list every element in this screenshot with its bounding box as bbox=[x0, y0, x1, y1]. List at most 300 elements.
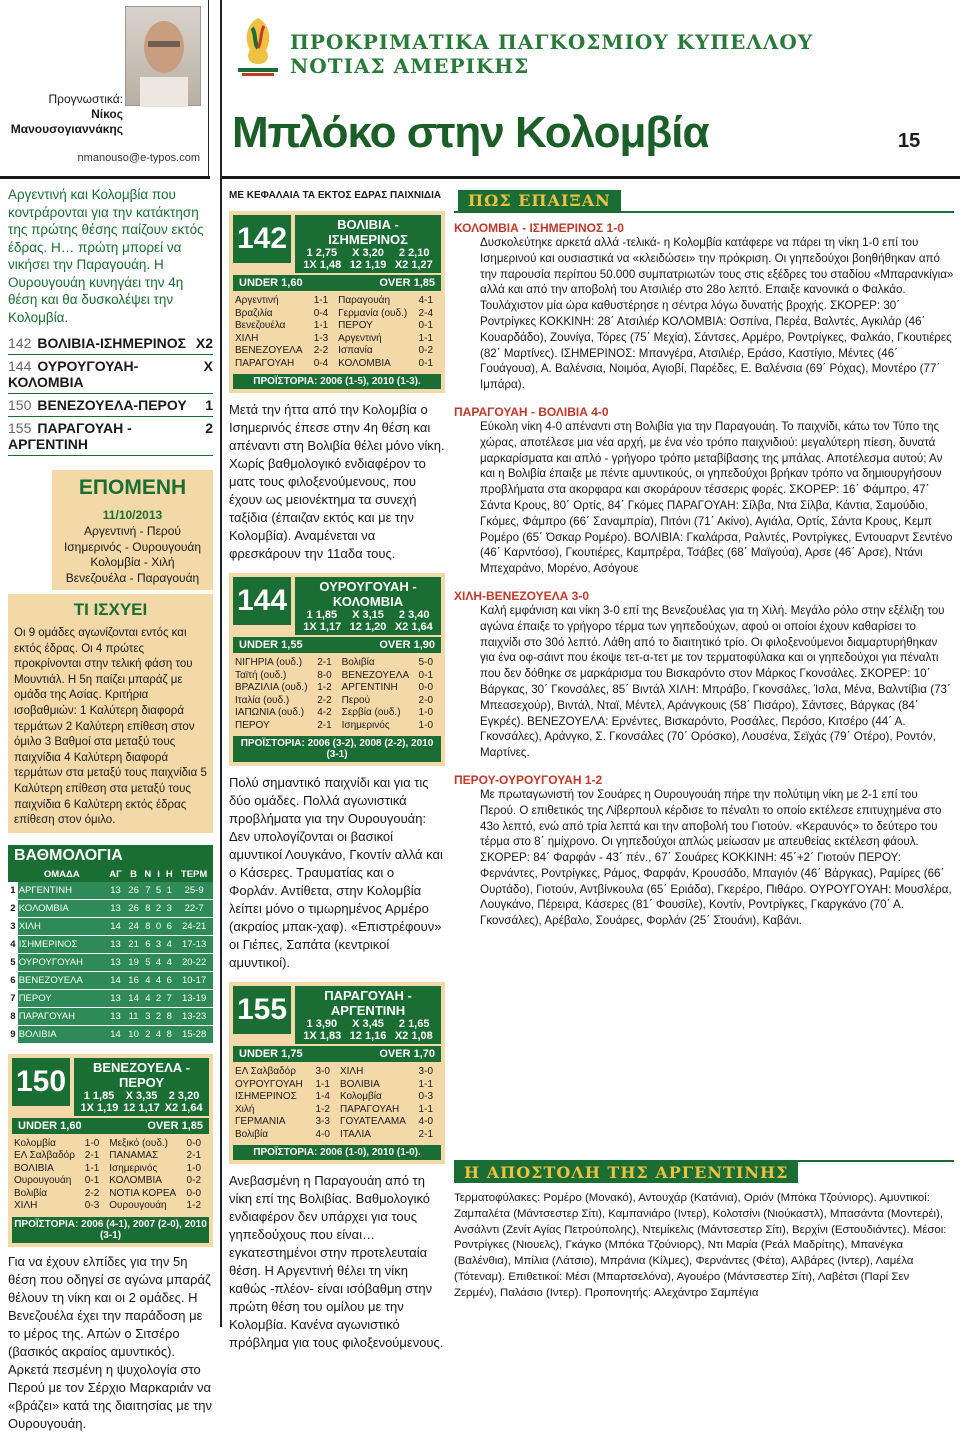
standings-cell: 4 bbox=[163, 935, 175, 953]
result-row bbox=[12, 1175, 209, 1188]
result-score: 1-1 bbox=[313, 320, 329, 331]
author-name-first: Νίκος bbox=[91, 107, 123, 121]
result-team: ΙΑΠΩΝΙΑ (ουδ.) bbox=[235, 707, 305, 718]
result-team: Ισημερινός bbox=[341, 719, 390, 731]
match-box-144 bbox=[229, 573, 445, 766]
mission-text: Τερματοφύλακες: Ρομέρο (Μονακό), Αντουχάρ (Κατάνια), Οριόν (Μπόκα Τζούνιορς). Αμυντικοί: Ζαμπαλέτα (Μάντσεστερ Σίτι), Καμπανιάρο (Ιντερ), Κολοτσίνι (Νιούκαστλ), Μπασάντα (Μοντερέι), Ανσάλντι (Ζενίτ Αγίας Πετρούπολης), Ντεμίκελις (Μάντσεστερ Σίτι), Βερχίνι (Εστουδιάντες). Μέσοι: Ροντρίγκες (Νιουελς), Γκάγκο (Μπόκα Τζούνιορς), Ντι Μαρία (Ρεάλ Μαδρίτης), Μπανέγκα (Βαλένθια), Μπίλια (Λάτσιο), Μπράνια (Κίλμες), Φερνάντες (Φέτα), Αλβάρες (Ιντερ), Λαμέλα (Τότεναμ). Επιθετικοί: Μέσι (Μπαρτσελόνα), Αγουέρο (Μάντσεστερ Σίτι), Λαβέτσι (Παρί Σεν Ζερμέν), Παλάσιο (Ιντερ). Προπονητής: Αλεχάντρο Σαμπέγια bbox=[454, 1192, 947, 1299]
odds-value: 12 1,16 bbox=[349, 1030, 387, 1042]
result-score: 4-0 bbox=[315, 1128, 330, 1140]
standings-cell: 8 bbox=[142, 899, 154, 917]
result-score: 1-3 bbox=[313, 332, 329, 344]
odds-value: 1Χ 1,17 bbox=[303, 621, 342, 633]
standings-cell: 8 bbox=[163, 1007, 175, 1025]
section-heading: ΠΑΡΑΓΟΥΑΗ - ΒΟΛΙΒΙΑ 4-0 bbox=[454, 404, 609, 419]
standings-cell: 20-22 bbox=[175, 953, 213, 971]
pick-number: 150 bbox=[8, 397, 32, 413]
standings-cell: 14 bbox=[125, 989, 142, 1007]
odds-row-2 bbox=[299, 621, 437, 633]
standings-cell: 0 bbox=[154, 917, 164, 935]
section-text: Καλή εμφάνιση και νίκη 3-0 επί της Βενεζουέλας για τη Χιλή. Μεγάλο ρόλο στην εξέλιξη του αγώνα έπαιξε το γρήγορο τέρμα των γηπεδούχων, αφού οι οποίοι έχουν καθαρίσει το παιχνίδι στο 30ό λεπτό. Λάθη από το διαιτητικό τρίο. Οι φιλοξενούμενοι διαμαρτυρήθηκαν για ένα οφ-σάιντ που έκοψε τετ-α-τετ με τον τερματοφύλακα και οι γηπεδούχοι για πέναλτι που δεν δόθηκε σε μαρκάρισμα του Βισκαρόντο στον Μάρκος Γκονσάλες. ΣΚΟΡΕΡ: 10΄ Βάργκας, 30΄ Γκονσάλες, 85΄ Βιντάλ ΧΙΛΗ: Μπράβο, Γκονσάλες, Ίσλα, Μένα, Βαλντίβια (73΄ Μπεασεχούρ), Βιντάλ, Νταϊ, Μέντελ, Αράνγκουις (58΄ Πισάρο), Σάντσες, Βάργκας (84΄ Εγκρές). ΒΕΝΕΖΟΥΕΛΑ: Ερνέντες, Βισκαρόντο, Ροσάλες, Περόσο, Κιτσέρο (44΄ Α. Γκονσάλες), Αράνγκο, Σ. Γκονσάλες (70΄ Ορόσκο), Λουσένα, Σεϊχάς (79΄ Οτέρο), Ροντόν, Μαρτίνες. bbox=[480, 603, 951, 760]
pick-sign: Χ bbox=[203, 358, 213, 374]
standings-cell: 4 bbox=[142, 989, 154, 1007]
match-teams: ΟΥΡΟΥΓΟΥΑΗ - ΚΟΛΟΜΒΙΑ bbox=[319, 579, 417, 609]
result-team: Μεξικό (ουδ.) bbox=[109, 1137, 168, 1149]
odds-value: 1 1,85 bbox=[306, 609, 338, 621]
result-score: 0-1 bbox=[84, 1175, 100, 1187]
standings-cell: 2 bbox=[154, 899, 164, 917]
standings-cell: 14 bbox=[106, 971, 125, 989]
result-team: Χιλή bbox=[235, 1103, 255, 1115]
standings-cell: 26 bbox=[125, 882, 142, 900]
standings-cell: 13-23 bbox=[175, 1007, 213, 1025]
standings-cell: 13 bbox=[106, 899, 125, 917]
odds-value: 2 1,65 bbox=[398, 1018, 430, 1030]
standings-rank: 3 bbox=[8, 917, 18, 935]
standings-cell: 1 bbox=[163, 882, 175, 900]
under-odds: UNDER 1,75 bbox=[239, 1048, 303, 1060]
result-row bbox=[12, 1188, 209, 1201]
standings-cell: 13 bbox=[106, 953, 125, 971]
under-over-row bbox=[233, 275, 441, 291]
world-cup-logo bbox=[232, 14, 284, 78]
result-score: 1-1 bbox=[84, 1162, 100, 1174]
result-row bbox=[233, 1116, 441, 1129]
rules-title: ΤΙ ΙΣΧΥΕΙ bbox=[73, 600, 148, 619]
standings-cell: 13-19 bbox=[175, 989, 213, 1007]
result-score: 1-0 bbox=[84, 1137, 100, 1149]
odds-value: Χ2 1,08 bbox=[394, 1030, 433, 1042]
standings-cell: 10-17 bbox=[175, 971, 213, 989]
odds-value: Χ2 1,64 bbox=[394, 621, 433, 633]
result-row bbox=[233, 670, 441, 683]
standings-col-header: Ι bbox=[154, 867, 164, 882]
author-credit bbox=[8, 92, 123, 137]
table-row bbox=[8, 917, 213, 935]
result-score: 2-0 bbox=[418, 694, 433, 706]
result-score: 1-1 bbox=[418, 332, 433, 344]
odds-value: Χ 3,20 bbox=[352, 247, 384, 259]
odds-value: Χ2 1,27 bbox=[394, 259, 433, 271]
result-score: 0-4 bbox=[313, 307, 329, 319]
result-team: ΚΟΛΟΜΒΙΑ bbox=[109, 1175, 162, 1187]
standings-cell: 13 bbox=[106, 989, 125, 1007]
table-row bbox=[8, 971, 213, 989]
match-history: ΠΡΟΪΣΤΟΡΙΑ: 2006 (3-2), 2008 (2-2), 2010 (3-1) bbox=[233, 736, 441, 762]
standings-cell: 8 bbox=[163, 1025, 175, 1043]
pick-sign: 1 bbox=[205, 397, 213, 413]
result-score: 1-2 bbox=[186, 1200, 201, 1212]
picks-list bbox=[8, 332, 213, 456]
standings-cell: 13 bbox=[106, 882, 125, 900]
author-name-last: Μανουσογιαννάκης bbox=[10, 122, 123, 136]
standings-rank: 2 bbox=[8, 899, 18, 917]
standings-cell: 2 bbox=[154, 1007, 164, 1025]
match-teams: ΠΑΡΑΓΟΥΑΗ - ΑΡΓΕΝΤΙΝΗ bbox=[324, 988, 412, 1018]
standings-cell: ΠΑΡΑΓΟΥΑΗ bbox=[18, 1007, 106, 1025]
pick-sign: 2 bbox=[205, 420, 213, 436]
recent-results bbox=[233, 1066, 441, 1141]
table-row bbox=[8, 899, 213, 917]
table-row bbox=[8, 989, 213, 1007]
match-header bbox=[233, 986, 441, 1044]
result-score: 4-2 bbox=[317, 707, 332, 718]
next-round-match: Αργεντινή - Περού bbox=[83, 524, 181, 538]
match-header bbox=[12, 1058, 209, 1116]
result-row bbox=[233, 682, 441, 695]
odds-value: 1Χ 1,19 bbox=[80, 1101, 119, 1114]
result-team: Ουρουγουάη bbox=[14, 1175, 72, 1187]
odds-value: Χ2 1,64 bbox=[164, 1101, 203, 1114]
result-team: ΒΡΑΖΙΛΙΑ (ουδ.) bbox=[235, 682, 308, 693]
how-sections bbox=[454, 221, 954, 929]
result-team: Βραζιλία bbox=[235, 307, 273, 319]
result-team: Βολιβία bbox=[235, 1128, 269, 1140]
next-round-date: 11/10/2013 bbox=[102, 508, 163, 522]
pick-row bbox=[8, 355, 213, 394]
match-box-inner bbox=[229, 211, 445, 393]
recent-results bbox=[233, 295, 441, 370]
standings-cell: ΚΟΛΟΜΒΙΑ bbox=[18, 899, 106, 917]
odds-row-1 bbox=[299, 609, 437, 621]
standings-cell: 6 bbox=[142, 935, 154, 953]
standings-cell: 6 bbox=[163, 971, 175, 989]
pick-number: 155 bbox=[8, 420, 32, 436]
odds-row-1 bbox=[299, 247, 437, 259]
result-team: Περού bbox=[341, 694, 371, 706]
over-odds: OVER 1,85 bbox=[147, 1119, 203, 1132]
standings-cell: 7 bbox=[163, 989, 175, 1007]
pick-sign: Χ2 bbox=[195, 335, 213, 351]
result-row bbox=[233, 707, 441, 720]
result-team: Ισπανία bbox=[338, 345, 373, 356]
result-team: ΒΟΛΙΒΙΑ bbox=[14, 1162, 54, 1174]
rules-text: Οι 9 ομάδες αγωνίζονται εντός και εκτός έδρας. Οι 4 πρώτες προκρίνονται στην τελική φάση του Μουντιάλ. Η 5η παίζει μπαράζ με ομάδα της Ασίας. Κριτήρια ισοβαθμιών: 1 Καλύτερη διαφορά τερμάτων 2 Καλύτερη επίθεση στον όμιλο 3 Βαθμοί στα μεταξύ τους παιχνίδια 4 Καλύτερη διαφορά τερμάτων στα μεταξύ τους παιχνίδια 5 Καλύτερη επίθεση στα μεταξύ τους παιχνίδια 6 Καλύτερη εκτός έδρας επίθεση στον όμιλο. bbox=[14, 627, 207, 827]
next-round-list bbox=[58, 524, 207, 586]
standings-rank: 6 bbox=[8, 971, 18, 989]
standings-cell: ΒΕΝΕΖΟΥΕΛΑ bbox=[18, 971, 106, 989]
standings-cell: 4 bbox=[154, 953, 164, 971]
match-teams: ΒΟΛΙΒΙΑ - ΙΣΗΜΕΡΙΝΟΣ bbox=[328, 217, 408, 247]
result-row bbox=[12, 1138, 209, 1151]
match-header bbox=[233, 577, 441, 635]
odds-value: 2 2,10 bbox=[398, 247, 430, 259]
result-team: Αργεντινή bbox=[235, 295, 279, 306]
result-score: 8-0 bbox=[317, 669, 332, 681]
pick-match-wrap bbox=[8, 397, 187, 413]
result-score: 1-0 bbox=[418, 707, 433, 718]
standings-cell: 16 bbox=[125, 971, 142, 989]
standings-cell: 14 bbox=[106, 917, 125, 935]
odds-value: Χ 3,15 bbox=[352, 609, 384, 621]
standings-cell: 4 bbox=[163, 953, 175, 971]
page-title: Μπλόκο στην Κολομβία bbox=[232, 108, 709, 157]
standings-cell: 6 bbox=[163, 917, 175, 935]
result-team: ΧΙΛΗ bbox=[14, 1200, 38, 1212]
standings-cell: ΙΣΗΜΕΡΙΝΟΣ bbox=[18, 935, 106, 953]
standings-cell: ΧΙΛΗ bbox=[18, 917, 106, 935]
standings-cell: 17-13 bbox=[175, 935, 213, 953]
pick-number: 144 bbox=[8, 358, 32, 374]
match-teams: ΒΕΝΕΖΟΥΕΛΑ - ΠΕΡΟΥ bbox=[92, 1059, 191, 1090]
result-score: 4-1 bbox=[418, 295, 433, 306]
match-odds bbox=[295, 986, 441, 1044]
result-team: ΠΑΡΑΓΟΥΑΗ bbox=[235, 357, 295, 369]
under-over-row bbox=[233, 1046, 441, 1062]
header-rule bbox=[222, 176, 960, 179]
result-score: 1-4 bbox=[315, 1091, 330, 1102]
mid-caption: ΜΕ ΚΕΦΑΛΑΙΑ ΤΑ ΕΚΤΟΣ ΕΔΡΑΣ ΠΑΙΧΝΙΔΙΑ bbox=[229, 190, 442, 201]
standings-cell: 24-21 bbox=[175, 917, 213, 935]
pick-match: ΒΕΝΕΖΟΥΕΛΑ-ΠΕΡΟΥ bbox=[37, 397, 187, 413]
result-score: 0-2 bbox=[186, 1175, 201, 1187]
result-score: 0-0 bbox=[418, 682, 433, 693]
under-odds: UNDER 1,55 bbox=[239, 639, 303, 651]
standings-cell: 2 bbox=[142, 1025, 154, 1043]
odds-value: 12 1,20 bbox=[349, 621, 387, 633]
match-box-inner bbox=[229, 982, 445, 1164]
match-header bbox=[233, 215, 441, 273]
how-rule bbox=[454, 211, 954, 213]
odds-value: 1 3,90 bbox=[306, 1018, 338, 1030]
standings-cell: 7 bbox=[142, 882, 154, 900]
standings-cell: ΟΥΡΟΥΓΟΥΑΗ bbox=[18, 953, 106, 971]
result-team: Βολιβία bbox=[14, 1187, 48, 1199]
standings-col-header: Η bbox=[163, 867, 175, 882]
author-photo bbox=[125, 6, 201, 106]
standings-rank: 4 bbox=[8, 935, 18, 953]
section-text: Με πρωταγωνιστή τον Σουάρες η Ουρουγουάη πήρε την πολύτιμη νίκη με 2-1 επί του Περού. Ο επιθετικός της Λίβερπουλ κέρδισε το πέναλτι το οποίο εκτέλεσε επιτυχημένα στο 43ο λεπτό, ενώ από τρία λεπτά και την αποβολή του Γιοτούν. «Κεραυνός» το δεύτερο του τέρμα στο 8΄ ημίχρονο. Οι γηπεδούχοι απλώς μείωσαν με απευθείας εκτέλεση φάουλ. ΣΚΟΡΕΡ: 84΄ Φαρφάν - 43΄ πέν., 67΄ Σουάρες ΚΟΚΚΙΝΗ: 45΄+2΄ Γιοτούν ΠΕΡΟΥ: Φερνάντες, Ροντρίγκες, Ράμος, Φαρφάν, Κρουσάδο, Μπαγιόν (46΄ Βάργκας), Ραμίρες (66΄ Ουρτάδο), Γιοτούν, Αντβίνκουλα (65΄ Εριάδα), Γκερέρο, Πιθάρο. ΟΥΡΟΥΓΟΥΑΗ: Μουσλέρα, Λουγκάνο, Πέρειρα, Κάσερες (81΄ Φουσίλε), Κοντίν, Ροντρίγκες, Γκαργκάνο (70΄ Α. Γκονσάλες), Αρέβαλο, Σουάρες, Φορλάν (25΄ Στουάνι), Καβάνι. bbox=[480, 787, 952, 928]
result-team: Παραγουάη bbox=[338, 295, 391, 306]
result-score: 0-1 bbox=[418, 320, 433, 331]
mid-text-3: Ανεβασμένη η Παραγουάη από τη νίκη επί της Βολιβίας. Βαθμολογικό ενδιαφέρον δεν υπάρχει για τους γηπεδούχους που είναι… εγκατεστημένοι στην προτελευταία θέση. Η Αργεντινή θέλει τη νίκη καθώς -πλέον- είναι ισόβαθμη στην πρώτη θέση του ομίλου με την Κολομβία. Κανένα αγωνιστικό πρόβλημα για τους φιλοξενούμενους. bbox=[229, 1173, 444, 1350]
match-odds bbox=[295, 215, 441, 273]
result-team: Κολομβία bbox=[339, 1091, 382, 1102]
match-box-142 bbox=[229, 211, 445, 393]
standings-title: ΒΑΘΜΟΛΟΓΙΑ bbox=[8, 845, 213, 867]
result-team: ΓΟΥΑΤΕΛΑΜΑ bbox=[339, 1116, 406, 1127]
result-score: 1-2 bbox=[317, 682, 332, 693]
section-heading: ΚΟΛΟΜΒΙΑ - ΙΣΗΜΕΡΙΝΟΣ 1-0 bbox=[454, 221, 624, 235]
result-row bbox=[233, 1066, 441, 1079]
result-score: 2-2 bbox=[317, 694, 332, 706]
result-score: 1-1 bbox=[313, 295, 329, 306]
result-score: 3-0 bbox=[418, 1066, 433, 1077]
pick-row bbox=[8, 394, 213, 417]
result-team: Ισημερινός bbox=[109, 1162, 158, 1174]
pick-match: ΟΥΡΟΥΓΟΥΑΗ-ΚΟΛΟΜΒΙΑ bbox=[8, 358, 139, 390]
match-history: ΠΡΟΪΣΤΟΡΙΑ: 2006 (4-1), 2007 (2-0), 2010 (3-1) bbox=[12, 1217, 209, 1243]
result-score: 0-0 bbox=[186, 1137, 201, 1149]
result-score: 0-0 bbox=[186, 1187, 201, 1199]
mid-text-2: Πολύ σημαντικό παιχνίδι και για τις δύο ομάδες. Πολλά αγωνιστικά προβλήματα για την Ουρουγουάη: Δεν υπολογίζονται οι βασικοί αμυντικοί Λουγκάνο, Γκοντίν αλλά και ο Κάσερες. Τραυματίας και ο Φορλάν. Αντίθετα, στην Κολομβία λείπει μόνο ο τιμωρημένος Αρμέρο (ακραίος μπακ-χαφ). «Επιστρέφουν» οι Γιέπες, Σαπάτα (κεντρικοί αμυντικοί). bbox=[229, 775, 443, 970]
result-score: 0-2 bbox=[418, 345, 433, 356]
result-row bbox=[233, 333, 441, 346]
result-team: ΠΑΡΑΓΟΥΑΗ bbox=[339, 1103, 400, 1115]
pick-row bbox=[8, 332, 213, 355]
result-score: 3-0 bbox=[315, 1066, 330, 1077]
match-box-inner bbox=[229, 573, 445, 766]
odds-row-2 bbox=[299, 1030, 437, 1042]
result-team: ΝΙΓΗΡΙΑ (ουδ.) bbox=[235, 657, 303, 668]
over-odds: OVER 1,70 bbox=[379, 1048, 435, 1060]
standings-rank: 7 bbox=[8, 989, 18, 1007]
next-round-match: Βενεζουέλα - Παραγουάη bbox=[65, 570, 200, 585]
left-bottom-text: Για να έχουν ελπίδες για την 5η θέση που οδηγεί σε αγώνα μπαράζ θέλουν τη νίκη και οι 2 ομάδες. Η Βενεζουέλα έχει την παράδοση με το μέρος της. Απών ο Σιτσέρο (βασικός ακραίος αμυντικός). Αρκετά πεσμένη η ψυχολογία στο Περού με τον Σέρχιο Μαρκαριάν να «βράζει» κατά της διαιτησίας με την Ουρουγουάη. bbox=[8, 1253, 213, 1431]
standings-cell: 3 bbox=[142, 1007, 154, 1025]
result-score: 1-0 bbox=[186, 1162, 201, 1174]
result-team: ΕΛ Σαλβαδόρ bbox=[14, 1150, 75, 1162]
result-score: 4-0 bbox=[418, 1116, 433, 1127]
next-round-title: ΕΠΟΜΕΝΗ bbox=[78, 476, 187, 499]
pick-match: ΠΑΡΑΓΟΥΑΗ - ΑΡΓΕΝΤΙΝΗ bbox=[8, 420, 132, 452]
result-team: Αργεντινή bbox=[338, 332, 382, 344]
result-team: ΧΙΛΗ bbox=[339, 1066, 364, 1077]
pick-match-wrap bbox=[8, 420, 205, 452]
result-team: ΧΙΛΗ bbox=[235, 332, 259, 344]
result-team: Κολομβία bbox=[14, 1137, 56, 1149]
next-round-match: Ισημερινός - Ουρουγουάη bbox=[63, 539, 202, 554]
rules-box bbox=[8, 594, 213, 833]
odds-value: 2 3,40 bbox=[398, 609, 430, 621]
result-row bbox=[233, 657, 441, 670]
result-row bbox=[233, 295, 441, 308]
result-team: ΓΕΡΜΑΝΙΑ bbox=[235, 1116, 286, 1127]
result-team: Σερβία (ουδ.) bbox=[341, 707, 401, 718]
recent-results bbox=[233, 657, 441, 732]
result-row bbox=[233, 308, 441, 321]
result-score: 1-1 bbox=[315, 1078, 330, 1090]
under-over-row bbox=[233, 637, 441, 653]
result-score: 0-1 bbox=[418, 357, 433, 369]
result-team: ΙΣΗΜΕΡΙΝΟΣ bbox=[235, 1091, 297, 1102]
result-row bbox=[233, 720, 441, 733]
standings-col-header: Β bbox=[125, 867, 142, 882]
pick-number: 142 bbox=[8, 335, 32, 351]
result-row bbox=[233, 1091, 441, 1104]
odds-row-2 bbox=[299, 259, 437, 271]
column-divider bbox=[220, 0, 222, 1327]
odds-value: 1Χ 1,48 bbox=[303, 259, 342, 271]
standings-cell: ΒΟΛΙΒΙΑ bbox=[18, 1025, 106, 1043]
standings-header-row bbox=[8, 867, 213, 882]
pick-match-wrap bbox=[8, 335, 186, 351]
how-they-played-title: ΠΩΣ ΕΠΑΙΞΑΝ bbox=[458, 190, 621, 211]
pick-match-wrap bbox=[8, 358, 204, 390]
result-score: 1-2 bbox=[315, 1103, 330, 1115]
standings-cell: 21 bbox=[125, 935, 142, 953]
result-score: 2-1 bbox=[317, 719, 332, 731]
result-score: 2-1 bbox=[186, 1150, 201, 1162]
standings-rank: 9 bbox=[8, 1025, 18, 1043]
standings-col-header: ΤΕΡΜ bbox=[175, 867, 213, 882]
result-score: 5-0 bbox=[418, 657, 433, 668]
standings-cell: 5 bbox=[154, 882, 164, 900]
result-row bbox=[12, 1163, 209, 1176]
standings-cell: 13 bbox=[106, 1007, 125, 1025]
table-row bbox=[8, 953, 213, 971]
odds-value: Χ 3,45 bbox=[352, 1018, 384, 1030]
standings-cell: 24 bbox=[125, 917, 142, 935]
standings-rank-header bbox=[8, 867, 18, 882]
result-team: ΚΟΛΟΜΒΙΑ bbox=[338, 357, 391, 369]
standings-col-header: ΑΓ bbox=[106, 867, 125, 882]
standings-rank: 8 bbox=[8, 1007, 18, 1025]
match-box-155 bbox=[229, 982, 445, 1164]
result-score: 0-1 bbox=[418, 669, 433, 681]
result-row bbox=[233, 320, 441, 333]
standings-rank: 1 bbox=[8, 882, 18, 900]
page-number: 15 bbox=[898, 130, 921, 152]
standings-cell: 11 bbox=[125, 1007, 142, 1025]
result-score: 0-3 bbox=[84, 1200, 100, 1212]
next-round-box bbox=[52, 470, 213, 590]
result-team: ΑΡΓΕΝΤΙΝΗ bbox=[341, 682, 398, 693]
standings-cell: 4 bbox=[154, 971, 164, 989]
table-row bbox=[8, 1007, 213, 1025]
standings-cell: 2 bbox=[154, 989, 164, 1007]
author-email[interactable]: nmanouso@e-typos.com bbox=[77, 152, 200, 164]
result-team: ΒΟΛΙΒΙΑ bbox=[339, 1078, 380, 1090]
standings-cell: 8 bbox=[142, 917, 154, 935]
pick-row bbox=[8, 417, 213, 456]
result-score: 2-1 bbox=[317, 657, 332, 668]
result-team: ΠΕΡΟΥ bbox=[338, 320, 373, 331]
standings-cell: 19 bbox=[125, 953, 142, 971]
result-team: Ουρουγουάη bbox=[109, 1200, 167, 1212]
table-row bbox=[8, 1025, 213, 1043]
odds-value: 12 1,19 bbox=[349, 259, 387, 271]
match-number: 150 bbox=[12, 1058, 70, 1106]
standings-cell: 10 bbox=[125, 1025, 142, 1043]
result-row bbox=[233, 1104, 441, 1117]
author-label: Προγνωστικά: bbox=[48, 92, 123, 106]
odds-row-2 bbox=[78, 1102, 205, 1114]
match-number: 142 bbox=[233, 215, 291, 263]
under-over-row bbox=[12, 1118, 209, 1134]
standings-cell: 25-9 bbox=[175, 882, 213, 900]
result-row bbox=[233, 695, 441, 708]
table-row bbox=[8, 882, 213, 900]
pick-match: ΒΟΛΙΒΙΑ-ΙΣΗΜΕΡΙΝΟΣ bbox=[37, 335, 187, 351]
next-round-match: Κολομβία - Χιλή bbox=[90, 555, 175, 569]
odds-row-1 bbox=[299, 1018, 437, 1030]
result-score: 2-1 bbox=[418, 1128, 433, 1140]
mission-title: Η ΑΠΟΣΤΟΛΗ ΤΗΣ ΑΡΓΕΝΤΙΝΗΣ bbox=[454, 1162, 798, 1183]
result-row bbox=[233, 345, 441, 358]
result-score: 3-3 bbox=[315, 1116, 330, 1127]
standings-cell: ΑΡΓΕΝΤΙΝΗ bbox=[18, 882, 106, 900]
standings-cell: 15-28 bbox=[175, 1025, 213, 1043]
odds-value: 2 3,20 bbox=[168, 1089, 200, 1102]
result-team: ΒΕΝΕΖΟΥΕΛΑ bbox=[341, 669, 410, 681]
standings-cell: 26 bbox=[125, 899, 142, 917]
standings-cell: 3 bbox=[154, 935, 164, 953]
result-score: 1-1 bbox=[418, 1103, 433, 1115]
result-team: ΕΛ Σαλβαδόρ bbox=[235, 1066, 296, 1077]
standings-table bbox=[8, 867, 213, 1044]
match-number: 155 bbox=[233, 986, 291, 1034]
standings-cell: ΠΕΡΟΥ bbox=[18, 989, 106, 1007]
result-team: Ταϊτή (ουδ.) bbox=[235, 669, 287, 681]
author-divider bbox=[208, 0, 209, 178]
section-heading: ΠΕΡΟΥ-ΟΥΡΟΥΓΟΥΑΗ 1-2 bbox=[454, 772, 603, 787]
standings-cell: 22-7 bbox=[175, 899, 213, 917]
result-score: 2-2 bbox=[84, 1187, 100, 1199]
result-score: 0-4 bbox=[313, 357, 329, 369]
over-odds: OVER 1,85 bbox=[379, 277, 435, 289]
standings-cell: 4 bbox=[154, 1025, 164, 1043]
standings-cell: 13 bbox=[106, 935, 125, 953]
